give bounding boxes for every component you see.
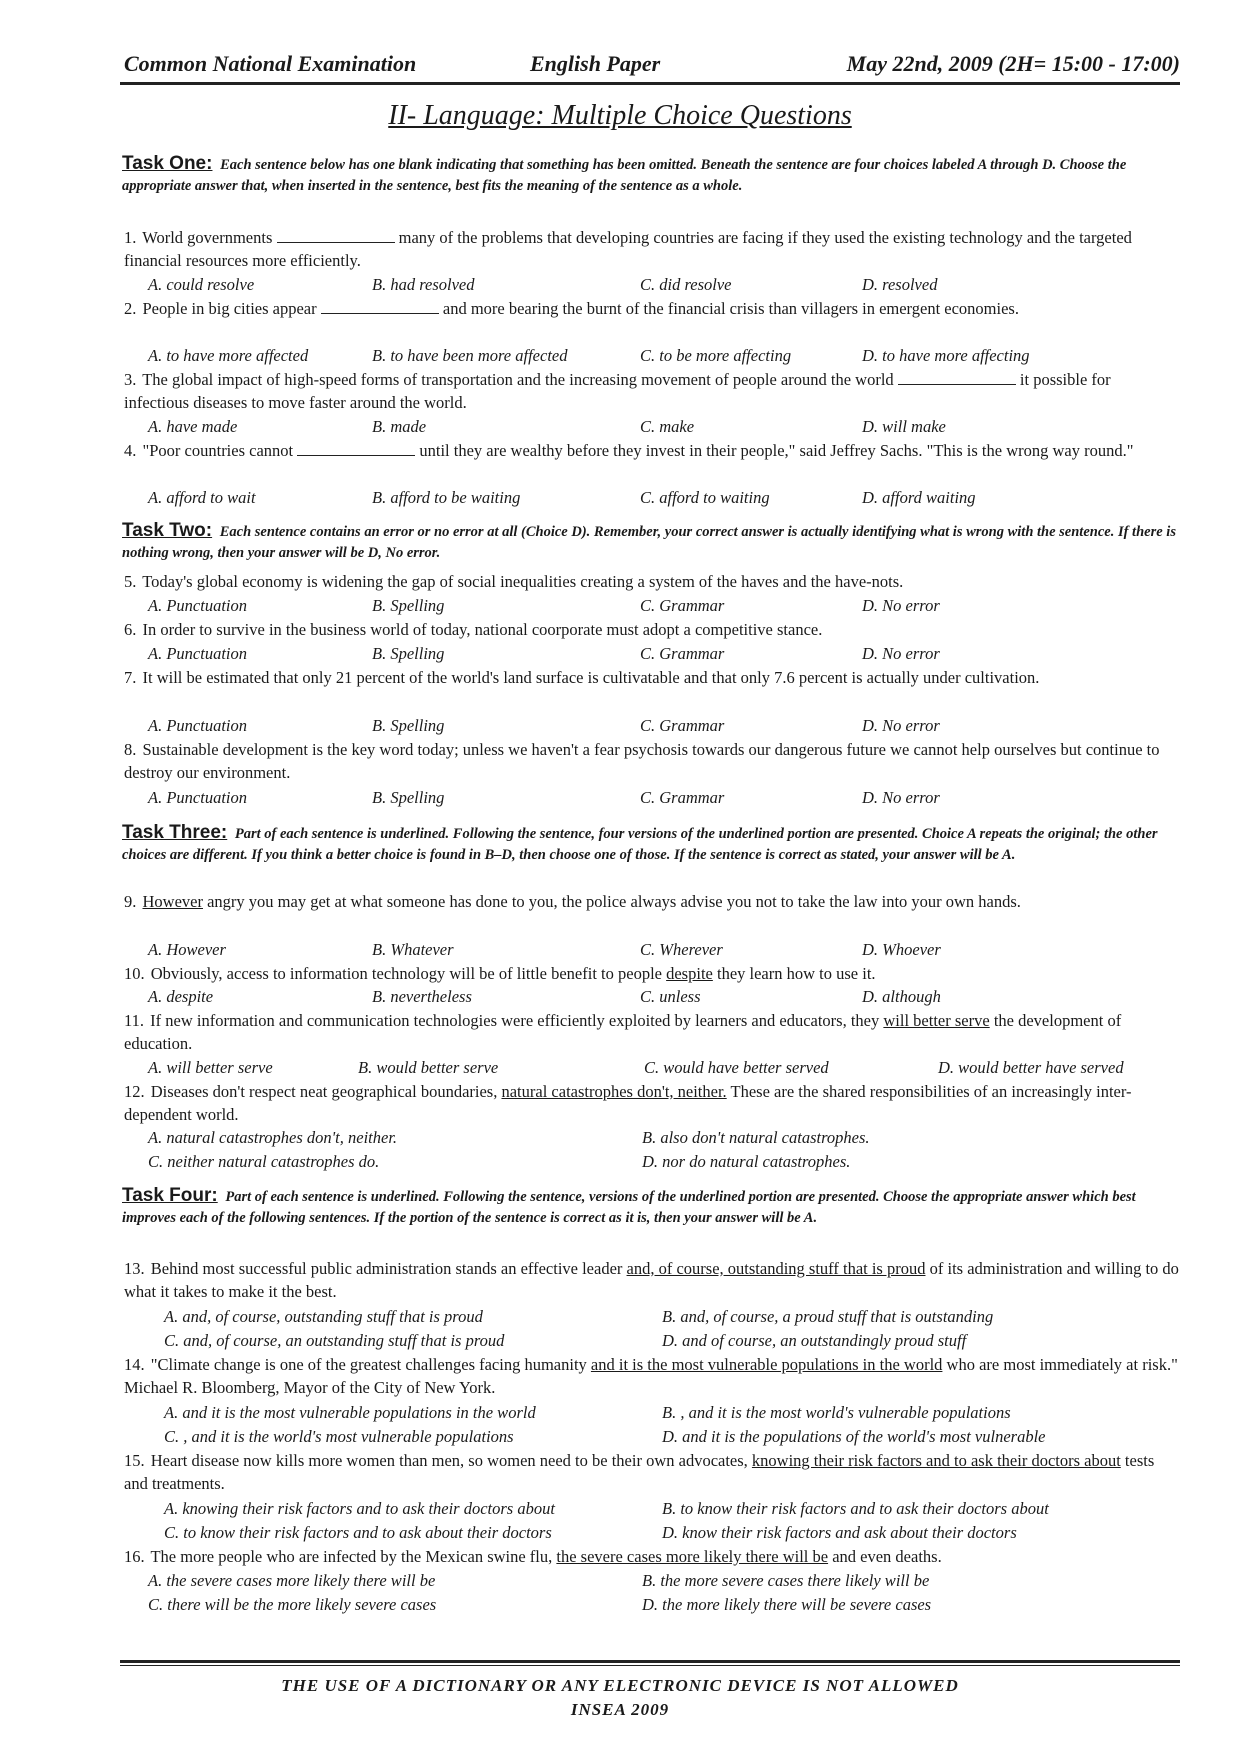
option-b[interactable]: B. Spelling — [372, 644, 445, 663]
option-b[interactable]: B. Whatever — [372, 940, 454, 959]
option-b[interactable]: B. made — [372, 417, 427, 436]
option-c[interactable]: C. to know their risk factors and to ask about their doctors — [164, 1523, 552, 1542]
footer-divider — [120, 1660, 1180, 1663]
option-a[interactable]: A. will better serve — [148, 1058, 273, 1077]
option-a[interactable]: A. despite — [148, 987, 214, 1006]
question-15-options-ab — [164, 1499, 1204, 1521]
option-c[interactable]: C. Grammar — [640, 596, 725, 615]
header-divider — [120, 82, 1180, 85]
option-b[interactable]: B. and, of course, a proud stuff that is outstanding — [662, 1307, 994, 1326]
option-c[interactable]: C. to be more affecting — [640, 346, 792, 365]
section-title: II- Language: Multiple Choice Questions — [388, 100, 852, 131]
option-b[interactable]: B. to have been more affected — [372, 346, 568, 365]
footer-institution: INSEA 2009 — [570, 1700, 670, 1719]
underlined-portion: despite — [666, 964, 713, 983]
option-b[interactable]: B. had resolved — [372, 275, 475, 294]
option-b[interactable]: B. nevertheless — [372, 987, 472, 1006]
task-four-instructions — [122, 1185, 1177, 1229]
option-d[interactable]: D. afford waiting — [862, 488, 976, 507]
question-3: 3. The global impact of high-speed forms of transportation and the increasing movement of people around the world it possible for infectious diseases to move faster around the world. — [124, 370, 1111, 412]
answer-blank[interactable] — [898, 370, 1016, 385]
question-12: 12. Diseases don't respect neat geographical boundaries, natural catastrophes don't, neither. These are the shared responsibilities of an increasingly inter-dependent world. — [124, 1082, 1132, 1124]
option-c[interactable]: C. neither natural catastrophes do. — [148, 1152, 380, 1171]
question-13-options-ab — [164, 1307, 1204, 1329]
question-13-options-cd — [164, 1331, 1204, 1353]
question-7-options — [148, 716, 1188, 738]
option-a[interactable]: A. have made — [148, 417, 238, 436]
option-d[interactable]: D. resolved — [862, 275, 938, 294]
question-2-options — [148, 346, 1188, 368]
option-b[interactable]: B. , and it is the most world's vulnerable populations — [662, 1403, 1011, 1422]
underlined-portion: However — [142, 892, 203, 911]
underlined-portion: knowing their risk factors and to ask their doctors about — [751, 1451, 1121, 1470]
question-11-options — [148, 1058, 1188, 1080]
option-b[interactable]: B. afford to be waiting — [372, 488, 521, 507]
option-d[interactable]: D. Whoever — [862, 940, 941, 959]
option-d[interactable]: D. would better have served — [938, 1058, 1124, 1077]
question-13: 13. Behind most successful public administration stands an effective leader and, of course, outstanding stuff that is proud of its administration and willing to do what it takes to make it the best. — [124, 1259, 1179, 1301]
question-4-options — [148, 488, 1188, 510]
exam-name: Common National Examination — [124, 51, 417, 76]
task-three-instructions — [122, 822, 1177, 866]
option-b[interactable]: B. would better serve — [358, 1058, 499, 1077]
option-d[interactable]: D. No error — [862, 644, 940, 663]
underlined-portion: the severe cases more likely there will be — [556, 1547, 829, 1566]
option-c[interactable]: C. Grammar — [640, 644, 725, 663]
option-d[interactable]: D. and it is the populations of the world's most vulnerable — [662, 1427, 1046, 1446]
task-three-label: Task Three: — [122, 822, 228, 843]
option-a[interactable]: A. knowing their risk factors and to ask their doctors about — [164, 1499, 555, 1518]
option-d[interactable]: D. will make — [862, 417, 946, 436]
option-d[interactable]: D. No error — [862, 596, 940, 615]
option-a[interactable]: A. to have more affected — [148, 346, 309, 365]
question-6-options — [148, 644, 1188, 666]
question-6: 6. In order to survive in the business world of today, national coorporate must adopt a competitive stance. — [124, 620, 823, 639]
option-c[interactable]: C. and, of course, an outstanding stuff that is proud — [164, 1331, 505, 1350]
task-three-text: Part of each sentence is underlined. Following the sentence, four versions of the underlined portion are presented. Choice A repeats the original; the other choices are different. If you think a better choice is found in B–D, then choose one of those. If the sentence is correct as stated, your answer will be A. — [122, 826, 1158, 863]
question-12-options-ab — [148, 1128, 1188, 1150]
underlined-portion: natural catastrophes don't, neither. — [501, 1082, 727, 1101]
question-15-options-cd — [164, 1523, 1204, 1545]
question-2: 2. People in big cities appear and more bearing the burnt of the financial crisis than villagers in emergent economies. — [124, 299, 1019, 318]
option-a[interactable]: A. Punctuation — [148, 644, 247, 663]
question-8-options — [148, 788, 1188, 810]
task-two-text: Each sentence contains an error or no error at all (Choice D). Remember, your correct answer is actually identifying what is wrong with the sentence. If there is nothing wrong, then your answer will be D, No error. — [122, 524, 1176, 561]
question-7: 7. It will be estimated that only 21 percent of the world's land surface is cultivatable and that only 7.6 percent is actually under cultivation. — [124, 668, 1040, 687]
question-4: 4. "Poor countries cannot until they are wealthy before they invest in their people," said Jeffrey Sachs. "This is the wrong way round." — [124, 441, 1134, 460]
task-four-label: Task Four: — [122, 1185, 218, 1206]
exam-date: May 22nd, 2009 (2H= 15:00 - 17:00) — [846, 51, 1180, 76]
question-14-options-cd — [164, 1427, 1204, 1449]
underlined-portion: will better serve — [883, 1011, 990, 1030]
option-c[interactable]: C. unless — [640, 987, 701, 1006]
question-16-options-ab — [148, 1571, 1188, 1593]
option-b[interactable]: B. Spelling — [372, 716, 445, 735]
question-16-options-cd — [148, 1595, 1188, 1617]
question-3-options — [148, 417, 1188, 439]
option-d[interactable]: D. nor do natural catastrophes. — [642, 1152, 851, 1171]
option-c[interactable]: C. afford to waiting — [640, 488, 770, 507]
option-d[interactable]: D. know their risk factors and ask about their doctors — [662, 1523, 1017, 1542]
question-5-options — [148, 596, 1188, 618]
task-two-label: Task Two: — [122, 520, 213, 541]
option-a[interactable]: A. Punctuation — [148, 716, 247, 735]
option-b[interactable]: B. Spelling — [372, 596, 445, 615]
task-one-instructions — [122, 153, 1177, 197]
question-9-options — [148, 940, 1188, 962]
option-c[interactable]: C. Grammar — [640, 788, 725, 807]
option-d[interactable]: D. although — [862, 987, 941, 1006]
question-14: 14. "Climate change is one of the greatest challenges facing humanity and it is the most vulnerable populations in the world who are most immediately at risk." Michael R. Bloomberg, Mayor of the City of New York. — [124, 1355, 1178, 1397]
option-a[interactable]: A. Punctuation — [148, 788, 247, 807]
question-10-options — [148, 987, 1188, 1009]
question-16: 16. The more people who are infected by the Mexican swine flu, the severe cases more likely there will be and even deaths. — [124, 1547, 942, 1566]
task-one-text: Each sentence below has one blank indicating that something has been omitted. Beneath the sentence are four choices labeled A through D. Choose the appropriate answer that, when inserted in the sentence, best fits the meaning of the sentence as a whole. — [122, 157, 1127, 194]
question-11: 11. If new information and communication technologies were efficiently exploited by learners and educators, they will better serve the development of education. — [124, 1011, 1122, 1053]
answer-blank[interactable] — [321, 299, 439, 314]
option-b[interactable]: B. to know their risk factors and to ask their doctors about — [662, 1499, 1049, 1518]
option-c[interactable]: C. Wherever — [640, 940, 723, 959]
option-b[interactable]: B. Spelling — [372, 788, 445, 807]
answer-blank[interactable] — [277, 228, 395, 243]
question-1: 1. World governments many of the problems that developing countries are facing if they used the existing technology and the targeted financial resources more efficiently. — [124, 228, 1132, 270]
paper-name: English Paper — [530, 51, 661, 76]
question-10: 10. Obviously, access to information technology will be of little benefit to people despite they learn how to use it. — [124, 964, 876, 983]
question-9: 9. However angry you may get at what someone has done to you, the police always advise you not to take the law into your own hands. — [124, 892, 1021, 911]
option-c[interactable]: C. , and it is the world's most vulnerable populations — [164, 1427, 514, 1446]
question-8: 8. Sustainable development is the key word today; unless we haven't a fear psychosis towards our dangerous future we cannot help ourselves but continue to destroy our environment. — [124, 740, 1160, 782]
option-d[interactable]: D. No error — [862, 716, 940, 735]
task-one-label: Task One: — [122, 153, 213, 174]
option-c[interactable]: C. Grammar — [640, 716, 725, 735]
task-two-instructions — [122, 520, 1177, 564]
answer-blank[interactable] — [297, 441, 415, 456]
question-14-options-ab — [164, 1403, 1204, 1425]
option-a[interactable]: A. could resolve — [148, 275, 255, 294]
underlined-portion: and it is the most vulnerable populations in the world — [590, 1355, 943, 1374]
option-a[interactable]: A. the severe cases more likely there will be — [148, 1571, 436, 1590]
option-a[interactable]: A. Punctuation — [148, 596, 247, 615]
option-c[interactable]: C. make — [640, 417, 695, 436]
option-c[interactable]: C. there will be the more likely severe cases — [148, 1595, 437, 1614]
task-four-text: Part of each sentence is underlined. Following the sentence, versions of the underlined portion are presented. Choose the appropriate answer which best improves each of the following sentences. If the portion of the sentence is correct as it is, then your answer will be A. — [122, 1189, 1136, 1226]
option-a[interactable]: A. However — [148, 940, 226, 959]
page-header — [120, 45, 1180, 85]
footer-divider-thin — [120, 1665, 1180, 1666]
question-1-options — [148, 275, 1188, 297]
question-15: 15. Heart disease now kills more women than men, so women need to be their own advocates, knowing their risk factors and to ask their doctors about tests and treatments. — [124, 1451, 1155, 1493]
option-d[interactable]: D. No error — [862, 788, 940, 807]
option-d[interactable]: D. to have more affecting — [862, 346, 1030, 365]
underlined-portion: and, of course, outstanding stuff that is proud — [626, 1259, 926, 1278]
option-c[interactable]: C. would have better served — [644, 1058, 829, 1077]
question-5: 5. Today's global economy is widening the gap of social inequalities creating a system of the haves and the have-nots. — [124, 572, 904, 591]
option-c[interactable]: C. did resolve — [640, 275, 732, 294]
option-a[interactable]: A. and it is the most vulnerable populations in the world — [164, 1403, 536, 1422]
option-a[interactable]: A. natural catastrophes don't, neither. — [148, 1128, 398, 1147]
option-a[interactable]: A. and, of course, outstanding stuff that is proud — [164, 1307, 483, 1326]
option-b[interactable]: B. the more severe cases there likely will be — [642, 1571, 930, 1590]
footer-notice: THE USE OF A DICTIONARY OR ANY ELECTRONIC DEVICE IS NOT ALLOWED — [281, 1676, 959, 1695]
option-d[interactable]: D. the more likely there will be severe cases — [642, 1595, 932, 1614]
option-d[interactable]: D. and of course, an outstandingly proud stuff — [662, 1331, 967, 1350]
option-a[interactable]: A. afford to wait — [148, 488, 256, 507]
option-b[interactable]: B. also don't natural catastrophes. — [642, 1128, 870, 1147]
question-12-options-cd — [148, 1152, 1188, 1174]
